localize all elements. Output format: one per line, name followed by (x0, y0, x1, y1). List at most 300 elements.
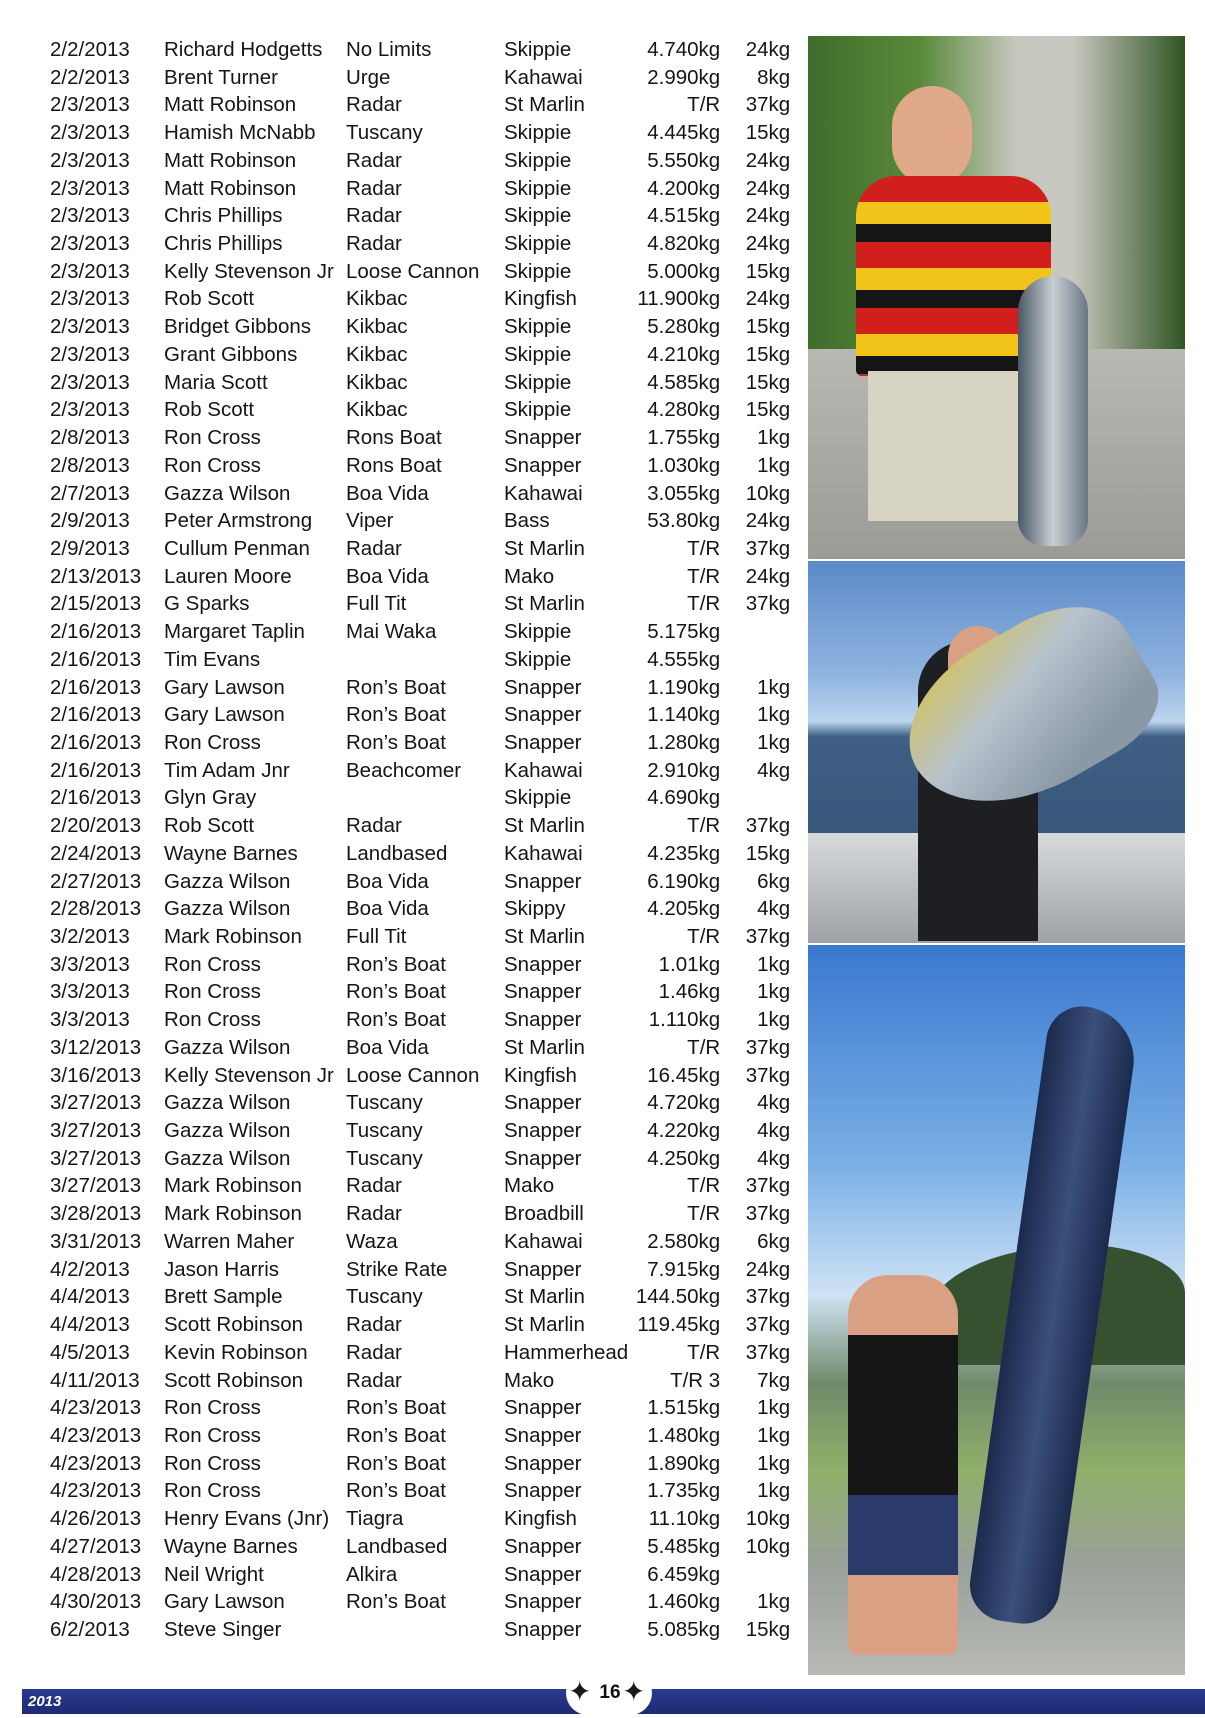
catch-boat (346, 1616, 504, 1644)
catch-boat: Tuscany (346, 1285, 423, 1309)
catch-row (44, 1062, 790, 1090)
catch-boat: Radar (346, 1340, 402, 1364)
catch-species: Mako (504, 1174, 555, 1198)
catch-line: 6kg (757, 1229, 791, 1253)
marlin-logo-icon: ✦ (568, 1676, 592, 1707)
catch-boat: Boa Vida (346, 564, 429, 588)
catch-angler: Ron Cross (164, 980, 261, 1004)
catch-line (720, 618, 790, 646)
catch-row (44, 369, 790, 397)
catch-line: 1kg (757, 730, 791, 754)
catch-row (44, 1145, 790, 1173)
catch-boat: Urge (346, 65, 391, 89)
catch-boat: Ron’s Boat (346, 1423, 446, 1447)
catch-line: 15kg (745, 259, 791, 283)
catch-date: 4/5/2013 (50, 1340, 130, 1364)
catch-row (44, 784, 790, 812)
catch-angler: Ron Cross (164, 453, 261, 477)
catch-angler: Gary Lawson (164, 675, 285, 699)
catch-weight: 2.910kg (647, 758, 721, 782)
catch-boat: Tuscany (346, 121, 423, 145)
catch-records-body (44, 36, 790, 1644)
catch-boat: Rons Boat (346, 453, 442, 477)
catch-weight: 7.915kg (647, 1257, 721, 1281)
catch-line: 1kg (757, 1451, 791, 1475)
catch-row (44, 729, 790, 757)
catch-row (44, 36, 790, 64)
catch-angler: Henry Evans (Jnr) (164, 1507, 330, 1531)
catch-angler: Jason Harris (164, 1257, 280, 1281)
catch-weight: 2.990kg (647, 65, 721, 89)
catch-line: 24kg (745, 148, 791, 172)
catch-species: Hammerhead (504, 1340, 629, 1364)
catch-weight: 4.280kg (647, 398, 721, 422)
catch-angler: Gazza Wilson (164, 1091, 291, 1115)
catch-weight: 5.085kg (647, 1617, 721, 1641)
catch-angler: G Sparks (164, 592, 250, 616)
catch-date: 4/4/2013 (50, 1285, 130, 1309)
catch-date: 2/3/2013 (50, 259, 130, 283)
catch-boat: Radar (346, 1202, 402, 1226)
catch-line: 6kg (757, 869, 791, 893)
catch-row (44, 674, 790, 702)
catch-line: 10kg (745, 481, 791, 505)
catch-species: Kingfish (504, 1063, 577, 1087)
catch-angler: Cullum Penman (164, 536, 310, 560)
catch-line: 7kg (757, 1368, 791, 1392)
catch-date: 4/23/2013 (50, 1423, 142, 1447)
catch-line: 4kg (757, 1146, 791, 1170)
catch-weight: 6.190kg (647, 869, 721, 893)
catch-weight: 11.10kg (648, 1507, 721, 1531)
catch-species: Skippie (504, 786, 572, 810)
catch-boat (346, 784, 504, 812)
catch-boat: Radar (346, 93, 402, 117)
catch-weight: 1.190kg (647, 675, 721, 699)
catch-boat: Ron’s Boat (346, 980, 446, 1004)
catch-boat: Ron’s Boat (346, 952, 446, 976)
catch-row (44, 1339, 790, 1367)
catch-row (44, 951, 790, 979)
catch-angler: Mark Robinson (164, 1202, 302, 1226)
catch-date: 4/30/2013 (50, 1590, 142, 1614)
catch-date: 2/3/2013 (50, 148, 130, 172)
catch-boat: Loose Cannon (346, 1063, 480, 1087)
catch-species: Snapper (504, 952, 582, 976)
catch-boat: Ron’s Boat (346, 730, 446, 754)
catch-angler: Mark Robinson (164, 1174, 302, 1198)
catch-weight: 1.110kg (648, 1008, 721, 1032)
catch-weight: 4.585kg (647, 370, 721, 394)
catch-angler: Scott Robinson (164, 1368, 304, 1392)
catch-boat: Kikbac (346, 342, 408, 366)
catch-angler: Matt Robinson (164, 93, 297, 117)
catch-date: 4/27/2013 (50, 1534, 142, 1558)
catch-row (44, 978, 790, 1006)
catch-date: 2/3/2013 (50, 232, 130, 256)
catch-weight: 4.820kg (647, 232, 721, 256)
catch-boat: Rons Boat (346, 426, 442, 450)
catch-row (44, 313, 790, 341)
catch-boat: Kikbac (346, 315, 408, 339)
catch-weight: 4.210kg (647, 342, 721, 366)
catch-boat: Kikbac (346, 287, 408, 311)
catch-species: Snapper (504, 730, 582, 754)
catch-species: Broadbill (504, 1202, 584, 1226)
marlin-logo-icon: ✦ (622, 1676, 646, 1707)
angler-figure (892, 86, 972, 186)
catch-row (44, 175, 790, 203)
catch-date: 2/16/2013 (50, 647, 142, 671)
catch-date: 2/3/2013 (50, 398, 130, 422)
catch-boat: Kikbac (346, 398, 408, 422)
catch-weight: T/R (687, 592, 721, 616)
catch-angler: Gazza Wilson (164, 1035, 291, 1059)
catch-weight: 4.205kg (647, 897, 721, 921)
catch-weight: T/R (687, 925, 721, 948)
catch-species: Snapper (504, 1119, 582, 1143)
catch-weight: T/R 3 (670, 1368, 721, 1392)
catch-boat: Ron’s Boat (346, 703, 446, 727)
catch-date: 2/9/2013 (50, 509, 130, 533)
catch-species: Snapper (504, 1534, 582, 1558)
catch-line (720, 646, 790, 674)
catch-date: 2/3/2013 (50, 342, 130, 366)
catch-boat: Ron’s Boat (346, 1008, 446, 1032)
catch-weight: 5.550kg (647, 148, 721, 172)
catch-records-table (44, 36, 790, 1644)
catch-line: 10kg (745, 1534, 791, 1558)
catch-row (44, 507, 790, 535)
catch-date: 2/16/2013 (50, 703, 142, 727)
catch-species: Kahawai (504, 481, 583, 505)
catch-boat (346, 646, 504, 674)
catch-date: 2/20/2013 (50, 814, 142, 838)
catch-boat: Tiagra (346, 1507, 404, 1531)
catch-line: 24kg (745, 204, 791, 228)
catch-date: 2/3/2013 (50, 176, 130, 200)
catch-weight: 1.030kg (647, 453, 721, 477)
catch-weight: T/R (687, 1174, 721, 1198)
catch-date: 2/16/2013 (50, 786, 142, 810)
catch-date: 2/7/2013 (50, 481, 130, 505)
catch-date: 4/26/2013 (50, 1507, 142, 1531)
catch-line: 4kg (757, 1091, 791, 1115)
catch-date: 2/15/2013 (50, 592, 142, 616)
catch-species: Snapper (504, 1146, 582, 1170)
catch-weight: 1.01kg (658, 952, 721, 976)
catch-boat: Ron’s Boat (346, 1479, 446, 1503)
catch-date: 2/3/2013 (50, 121, 130, 145)
catch-row (44, 1089, 790, 1117)
catch-angler: Scott Robinson (164, 1313, 304, 1337)
catch-line: 24kg (745, 564, 791, 588)
catch-angler: Gazza Wilson (164, 869, 291, 893)
catch-date: 4/23/2013 (50, 1451, 142, 1475)
catch-boat: Boa Vida (346, 1035, 429, 1059)
catch-weight: 1.515kg (647, 1396, 721, 1420)
catch-species: Snapper (504, 1562, 582, 1586)
catch-weight: 5.000kg (647, 259, 721, 283)
catch-angler: Ron Cross (164, 730, 261, 754)
catch-angler: Ron Cross (164, 952, 261, 976)
catch-line: 37kg (745, 1202, 791, 1226)
catch-boat: Radar (346, 148, 402, 172)
catch-angler: Chris Phillips (164, 204, 283, 228)
catch-weight: T/R (687, 1202, 721, 1226)
catch-line: 37kg (745, 1340, 791, 1364)
catch-row (44, 1367, 790, 1395)
catch-line: 1kg (757, 453, 791, 477)
catch-row (44, 812, 790, 840)
catch-line: 1kg (757, 1008, 791, 1032)
catch-species: Snapper (504, 703, 582, 727)
catch-weight: 3.055kg (647, 481, 721, 505)
catch-line: 4kg (757, 897, 791, 921)
catch-line (720, 1561, 790, 1589)
catch-angler: Gary Lawson (164, 703, 285, 727)
catch-weight: 4.235kg (647, 841, 721, 865)
catch-weight: 16.45kg (647, 1063, 721, 1087)
catch-species: St Marlin (504, 592, 585, 616)
catch-species: Snapper (504, 1008, 582, 1032)
catch-species: Kingfish (504, 287, 577, 311)
catch-date: 3/27/2013 (50, 1146, 142, 1170)
catch-boat: Landbased (346, 1534, 448, 1558)
catch-boat: Mai Waka (346, 620, 437, 644)
catch-weight: 11.900kg (637, 287, 721, 311)
catch-date: 2/2/2013 (50, 38, 130, 61)
catch-weight: 1.755kg (647, 426, 721, 450)
catch-species: Snapper (504, 1257, 582, 1281)
catch-boat: Tuscany (346, 1146, 423, 1170)
catch-angler: Hamish McNabb (164, 121, 316, 145)
catch-weight: 4.220kg (647, 1119, 721, 1143)
catch-boat: Ron’s Boat (346, 675, 446, 699)
catch-line: 1kg (757, 1479, 791, 1503)
catch-species: Skippie (504, 342, 572, 366)
catch-boat: Full Tit (346, 592, 407, 616)
catch-line (720, 784, 790, 812)
catch-line: 37kg (745, 1063, 791, 1087)
catch-species: Kahawai (504, 758, 583, 782)
catch-angler: Wayne Barnes (164, 1534, 298, 1558)
catch-line: 15kg (745, 342, 791, 366)
catch-boat: Boa Vida (346, 897, 429, 921)
catch-row (44, 1034, 790, 1062)
catch-species: Kahawai (504, 1229, 583, 1253)
catch-row (44, 840, 790, 868)
catch-row (44, 424, 790, 452)
catch-date: 4/2/2013 (50, 1257, 130, 1281)
catch-date: 2/16/2013 (50, 758, 142, 782)
catch-species: Kahawai (504, 841, 583, 865)
catch-date: 3/31/2013 (50, 1229, 142, 1253)
catch-angler: Neil Wright (164, 1562, 264, 1586)
catch-boat: Waza (346, 1229, 398, 1253)
catch-boat: No Limits (346, 38, 432, 61)
catch-row (44, 535, 790, 563)
catch-weight: 6.459kg (647, 1562, 721, 1586)
catch-line: 1kg (757, 1423, 791, 1447)
catch-row (44, 258, 790, 286)
catch-angler: Margaret Taplin (164, 620, 305, 644)
catch-species: Snapper (504, 1451, 582, 1475)
catch-angler: Steve Singer (164, 1617, 282, 1641)
catch-line: 24kg (745, 287, 791, 311)
catch-date: 2/24/2013 (50, 841, 142, 865)
catch-weight: 1.460kg (647, 1590, 721, 1614)
catch-date: 2/3/2013 (50, 315, 130, 339)
catch-species: Snapper (504, 869, 582, 893)
catch-row (44, 230, 790, 258)
catch-row (44, 563, 790, 591)
catch-species: St Marlin (504, 536, 585, 560)
catch-line: 15kg (745, 121, 791, 145)
catch-boat: Strike Rate (346, 1257, 448, 1281)
catch-line: 15kg (745, 841, 791, 865)
catch-line: 1kg (757, 980, 791, 1004)
catch-boat: Beachcomer (346, 758, 462, 782)
catch-line: 4kg (757, 1119, 791, 1143)
catch-line: 24kg (745, 1257, 791, 1281)
catch-angler: Rob Scott (164, 398, 255, 422)
catch-weight: 1.890kg (647, 1451, 721, 1475)
catch-line: 37kg (745, 814, 791, 838)
catch-species: Skippie (504, 148, 572, 172)
catch-weight: 144.50kg (635, 1285, 721, 1309)
catch-date: 2/3/2013 (50, 287, 130, 311)
catch-row (44, 1588, 790, 1616)
catch-species: Skippie (504, 315, 572, 339)
catch-line: 37kg (745, 1313, 791, 1337)
catch-boat: Viper (346, 509, 394, 533)
catch-angler: Richard Hodgetts (164, 38, 323, 61)
catch-species: Snapper (504, 980, 582, 1004)
catch-date: 2/2/2013 (50, 65, 130, 89)
catch-weight: T/R (687, 814, 721, 838)
catch-line: 24kg (745, 232, 791, 256)
catch-row (44, 1006, 790, 1034)
catch-angler: Wayne Barnes (164, 841, 298, 865)
catch-angler: Glyn Gray (164, 786, 257, 810)
fish-figure (1018, 276, 1088, 546)
catch-line: 37kg (745, 925, 791, 948)
catch-row (44, 285, 790, 313)
catch-boat: Radar (346, 1368, 402, 1392)
catch-line: 1kg (757, 1590, 791, 1614)
catch-row (44, 701, 790, 729)
catch-boat: Loose Cannon (346, 259, 480, 283)
catch-date: 6/2/2013 (50, 1617, 130, 1641)
catch-date: 4/23/2013 (50, 1396, 142, 1420)
catch-species: Skippie (504, 121, 572, 145)
catch-weight: 2.580kg (647, 1229, 721, 1253)
catch-boat: Kikbac (346, 370, 408, 394)
catch-species: St Marlin (504, 814, 585, 838)
catch-species: Mako (504, 564, 555, 588)
catch-angler: Bridget Gibbons (164, 315, 312, 339)
catch-row (44, 1228, 790, 1256)
catch-date: 2/8/2013 (50, 453, 130, 477)
photo-angler-with-tuna (808, 36, 1185, 559)
catch-boat: Alkira (346, 1562, 398, 1586)
catch-species: Snapper (504, 1617, 582, 1641)
footer-year: 2013 (28, 1693, 62, 1710)
catch-date: 2/16/2013 (50, 675, 142, 699)
catch-line: 15kg (745, 370, 791, 394)
catch-species: Kahawai (504, 65, 583, 89)
catch-angler: Ron Cross (164, 1479, 261, 1503)
catch-angler: Kevin Robinson (164, 1340, 308, 1364)
catch-angler: Ron Cross (164, 1396, 261, 1420)
catch-boat: Landbased (346, 841, 448, 865)
catch-row (44, 868, 790, 896)
catch-species: Snapper (504, 675, 582, 699)
catch-species: Snapper (504, 1396, 582, 1420)
catch-weight: T/R (687, 93, 721, 117)
catch-line: 37kg (745, 1035, 791, 1059)
catch-row (44, 1283, 790, 1311)
catch-boat: Radar (346, 814, 402, 838)
angler-figure (848, 1275, 958, 1655)
catch-date: 2/3/2013 (50, 204, 130, 228)
catch-date: 2/9/2013 (50, 536, 130, 560)
catch-date: 4/23/2013 (50, 1479, 142, 1503)
catch-row (44, 480, 790, 508)
catch-angler: Gazza Wilson (164, 481, 291, 505)
catch-species: Skippie (504, 259, 572, 283)
catch-angler: Warren Maher (164, 1229, 295, 1253)
catch-species: St Marlin (504, 1313, 585, 1337)
catch-row (44, 452, 790, 480)
catch-weight: 5.485kg (647, 1534, 721, 1558)
catch-line: 37kg (745, 536, 791, 560)
catch-angler: Ron Cross (164, 1008, 261, 1032)
catch-angler: Rob Scott (164, 287, 255, 311)
catch-line: 24kg (745, 509, 791, 533)
catch-line: 1kg (757, 952, 791, 976)
catch-boat: Radar (346, 232, 402, 256)
catch-boat: Radar (346, 536, 402, 560)
catch-species: Skippie (504, 370, 572, 394)
catch-species: St Marlin (504, 93, 585, 117)
catch-row (44, 895, 790, 923)
catch-angler: Ron Cross (164, 426, 261, 450)
catch-angler: Kelly Stevenson Jr (164, 259, 334, 283)
catch-row (44, 1450, 790, 1478)
catch-row (44, 1311, 790, 1339)
catch-weight: T/R (687, 1035, 721, 1059)
catch-boat: Radar (346, 1313, 402, 1337)
angler-figure (868, 371, 1028, 521)
page-number: 16 (599, 1682, 621, 1703)
catch-line: 37kg (745, 93, 791, 117)
catch-row (44, 1561, 790, 1589)
catch-row (44, 1505, 790, 1533)
catch-angler: Matt Robinson (164, 148, 297, 172)
catch-row (44, 1200, 790, 1228)
catch-weight: 4.200kg (647, 176, 721, 200)
catch-angler: Mark Robinson (164, 925, 302, 948)
catch-angler: Chris Phillips (164, 232, 283, 256)
catch-weight: 1.46kg (658, 980, 721, 1004)
catch-boat: Boa Vida (346, 481, 429, 505)
catch-line: 37kg (745, 1174, 791, 1198)
catch-date: 2/3/2013 (50, 370, 130, 394)
catch-row (44, 147, 790, 175)
catch-angler: Tim Evans (164, 647, 261, 671)
